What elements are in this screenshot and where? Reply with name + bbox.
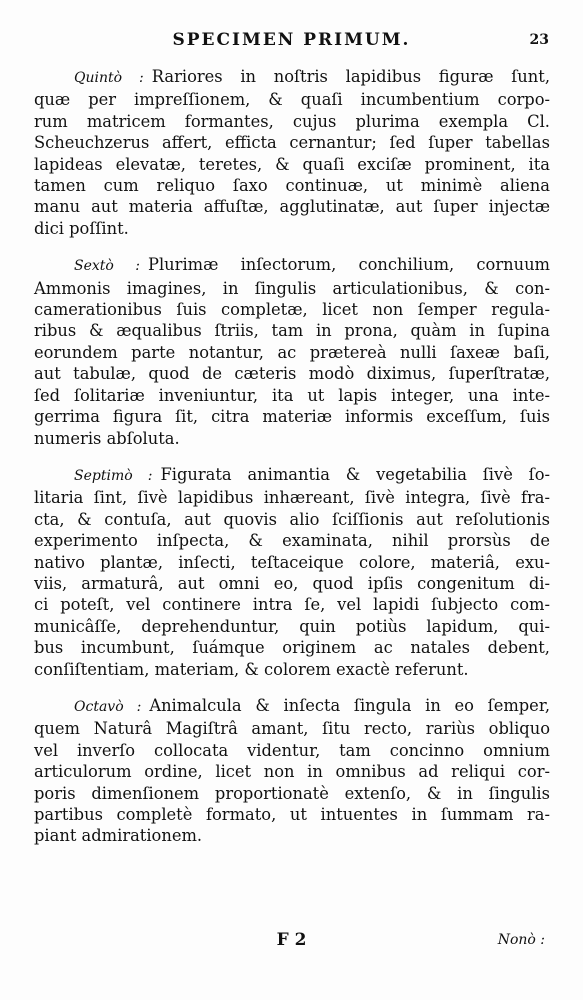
text-line: [34, 637, 550, 658]
text-line: [34, 66, 550, 89]
line-text: aut tabulæ, quod de cæteris modò diximus, ſuperſtratæ,: [34, 364, 550, 384]
line-text: Rariores in noſtris lapidibus figuræ ſunt,: [151, 67, 550, 86]
line-text: ribus & æqualibus ſtriis, tam in prona, quàm in ſupina: [34, 321, 550, 341]
paragraph-lead: Quintò :: [74, 70, 144, 86]
line-text: experimento inſpecta, & examinata, nihil prorsùs de: [34, 531, 550, 551]
line-text: lapideas elevatæ, teretes, & quaſi exciſæ prominent, ita: [34, 154, 550, 174]
line-text: Plurimæ inſectorum, conchilium, cornuum: [148, 255, 550, 275]
line-text: poris dimenſionem proportionatè extenſo, & in ſingulis: [34, 783, 550, 803]
line-text: Animalcula & inſecta ſingula in eo ſemper,: [149, 695, 550, 715]
text-line: [34, 718, 550, 739]
text-line: [34, 428, 550, 449]
line-text: vel inverſo collocata videntur, tam concinno omnium: [34, 740, 550, 760]
text-line: [34, 218, 550, 239]
text-line: [34, 464, 550, 487]
text-line: [34, 530, 550, 551]
text-line: [34, 406, 550, 427]
text-line: [34, 487, 550, 508]
line-text: numeris abſoluta.: [34, 428, 180, 448]
line-text: manu aut materia affuſtæ, agglutinatæ, aut ſuper injectæ: [34, 197, 550, 217]
paragraph-lead: Septimò :: [74, 467, 153, 484]
text-line: [34, 761, 550, 782]
line-text: bus incumbunt, ſuámque originem ac natales debent,: [34, 638, 550, 658]
paragraph-lead: Sextò :: [74, 258, 141, 275]
line-text: Scheuchzerus affert, efficta cernantur; ſed ſuper tabellas: [34, 133, 550, 153]
line-text: tamen cum reliquo ſaxo continuæ, ut minimè aliena: [34, 176, 550, 196]
running-title: SPECIMEN PRIMUM.: [172, 30, 411, 50]
line-text: piant admirationem.: [34, 826, 203, 846]
paragraph: [34, 254, 550, 449]
line-text: nativo plantæ, inſecti, teſtaceique colore, materiâ, exu-: [34, 552, 550, 572]
body-text: [34, 66, 550, 862]
line-text: Figurata animantia & vegetabilia ſivè ſo-: [160, 464, 551, 484]
line-text: quem Naturâ Magiſtrâ amant, ſitu recto, rariùs obliquo: [34, 719, 550, 739]
line-text: gerrima figura ſit, citra materiæ informis exceſſum, ſuis: [34, 407, 550, 427]
text-line: [34, 363, 550, 384]
text-line: [34, 132, 550, 153]
page-number: 23: [529, 32, 549, 48]
line-text: ci poteſt, vel continere intra ſe, vel lapidi ſubjecto com-: [34, 595, 550, 615]
text-line: [34, 804, 550, 825]
text-line: [34, 254, 550, 277]
page-header: [0, 30, 583, 54]
text-line: [34, 573, 550, 594]
line-text: litaria ſint, ſivè lapidibus inhæreant, ſivè integra, ſivè fra-: [34, 488, 550, 508]
line-text: viis, armaturâ, aut omni eo, quod ipſis congenitum di-: [34, 573, 550, 593]
paragraph-lead: Octavò :: [74, 698, 142, 715]
line-text: partibus completè formato, ut intuentes in ſummam ra-: [34, 805, 550, 824]
text-line: [34, 695, 550, 718]
line-text: rum matricem formantes, cujus plurima exempla Cl.: [34, 111, 550, 131]
line-text: quæ per impreſſionem, & quaſi incumbentium corpo-: [34, 90, 550, 110]
text-line: [34, 89, 550, 110]
text-line: [34, 659, 550, 680]
line-text: articulorum ordine, licet non in omnibus ad reliqui cor-: [34, 762, 550, 782]
line-text: cta, & contuſa, aut quovis alio ſciſſionis aut reſolutionis: [34, 509, 550, 529]
text-line: [34, 175, 550, 196]
line-text: municâſſe, deprehenduntur, quin potiùs lapidum, qui-: [34, 616, 550, 636]
paragraph: [34, 464, 550, 680]
line-text: ſed ſolitariæ inveniuntur, ita ut lapis integer, una inte-: [34, 385, 550, 405]
text-line: [34, 342, 550, 363]
text-line: [34, 299, 550, 320]
text-line: [34, 594, 550, 615]
text-line: [34, 278, 550, 299]
signature-mark: F 2: [276, 930, 307, 950]
page-footer: [0, 930, 583, 954]
catchword: Nonò :: [497, 932, 545, 948]
paragraph: [34, 695, 550, 847]
text-line: [34, 552, 550, 573]
paragraph: [34, 66, 550, 239]
text-line: [34, 616, 550, 637]
line-text: camerationibus ſuis completæ, licet non ſemper regula-: [34, 300, 550, 320]
line-text: conſiſtentiam, materiam, & colorem exactè referunt.: [34, 659, 469, 679]
text-line: [34, 783, 550, 804]
line-text: eorundem parte notantur, ac prætereà nulli ſaxeæ baſi,: [34, 342, 550, 362]
text-line: [34, 740, 550, 761]
text-line: [34, 196, 550, 217]
text-line: [34, 320, 550, 341]
line-text: Ammonis imagines, in ſingulis articulationibus, & con-: [34, 278, 550, 298]
text-line: [34, 509, 550, 530]
text-line: [34, 825, 550, 846]
text-line: [34, 111, 550, 132]
line-text: dici poſſint.: [34, 218, 129, 238]
text-line: [34, 385, 550, 406]
text-line: [34, 154, 550, 175]
